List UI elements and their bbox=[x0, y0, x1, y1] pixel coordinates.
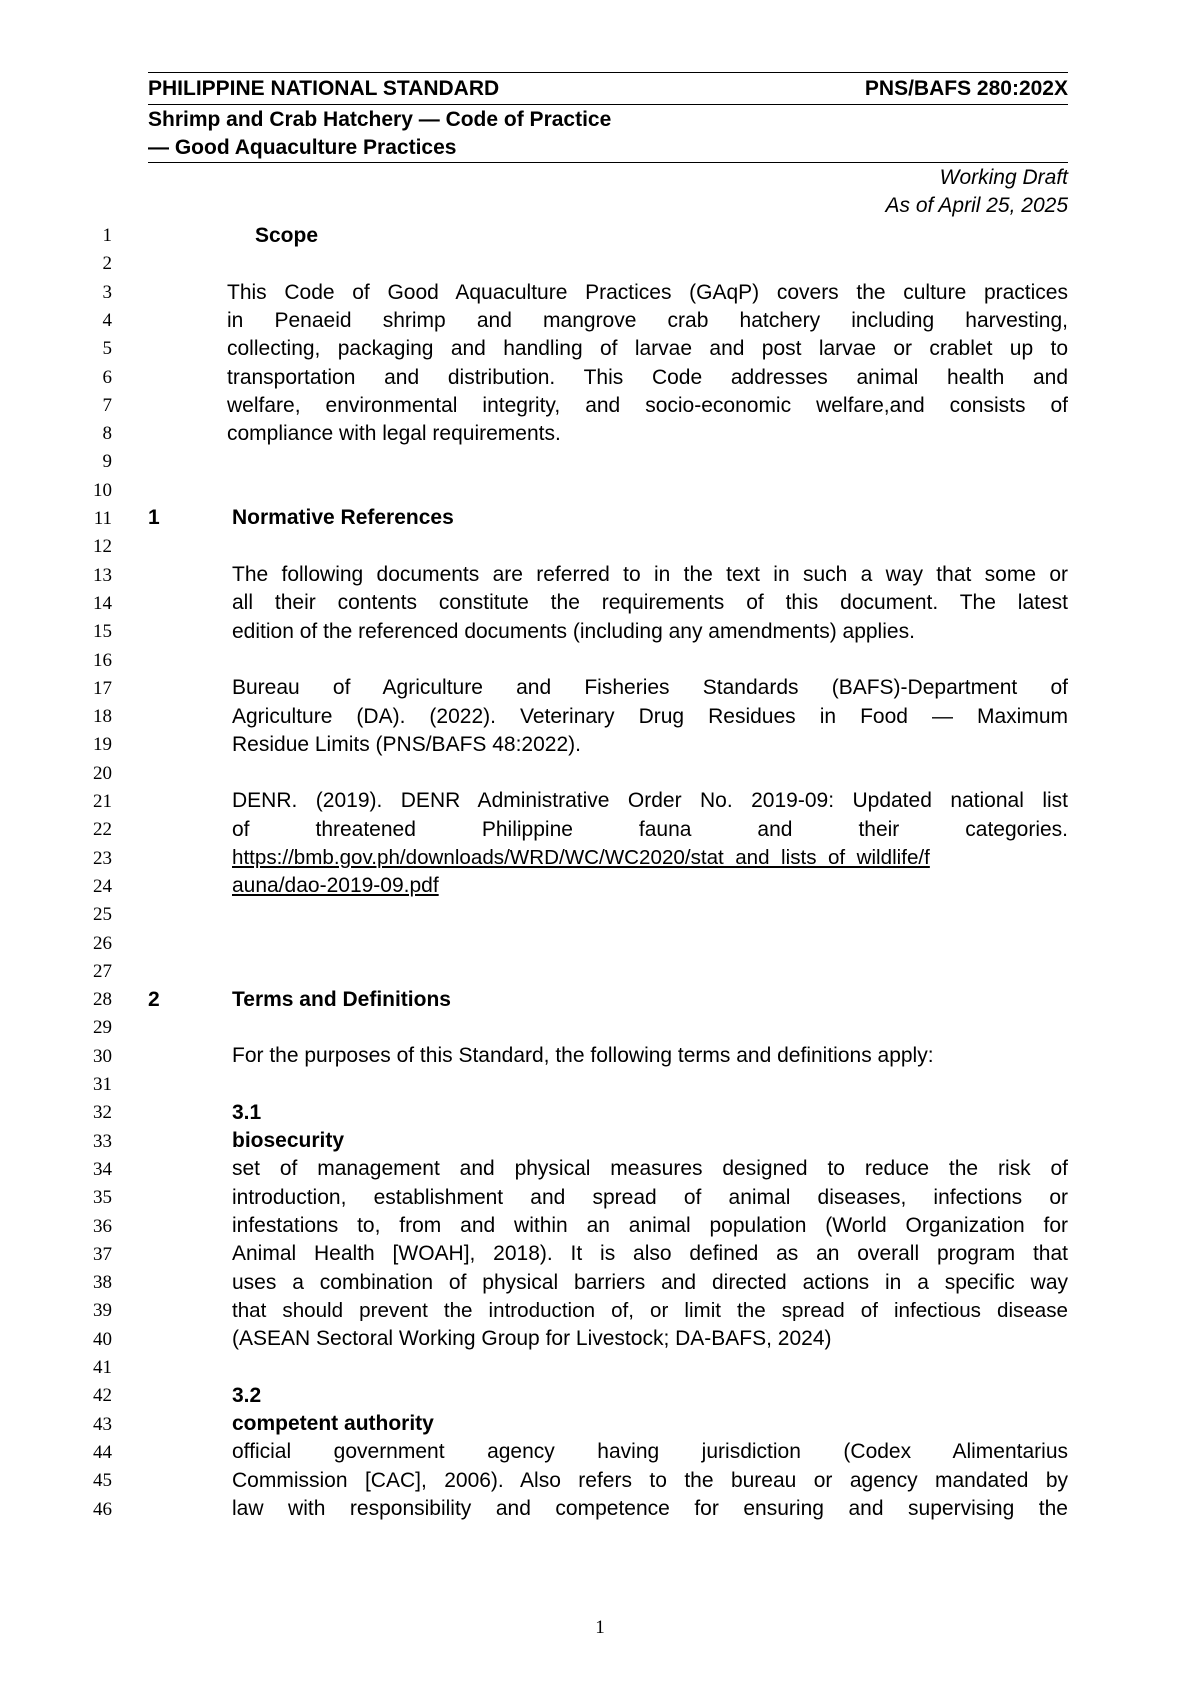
header-bottom-rule bbox=[148, 162, 1068, 163]
reference-1-line: Residue Limits (PNS/BAFS 48:2022). bbox=[232, 732, 581, 756]
line-number: 45 bbox=[93, 1470, 112, 1492]
line-number: 23 bbox=[93, 847, 112, 869]
section-1-intro-line: The following documents are referred to in the text in such a way that some or bbox=[232, 563, 1068, 586]
line-number: 6 bbox=[102, 366, 112, 388]
draft-status: Working Draft bbox=[939, 166, 1068, 189]
line-number: 18 bbox=[93, 706, 112, 728]
line-number: 40 bbox=[93, 1328, 112, 1350]
line-number: 44 bbox=[93, 1441, 112, 1463]
line-number: 12 bbox=[93, 536, 112, 558]
term-1-definition-line: infestations to, from and within an animal population (World Organization for bbox=[232, 1213, 1068, 1237]
scope-line: welfare, environmental integrity, and socio-economic welfare,and consists of bbox=[227, 393, 1068, 417]
line-number: 35 bbox=[93, 1187, 112, 1209]
line-number: 15 bbox=[93, 621, 112, 643]
line-number: 27 bbox=[93, 960, 112, 982]
line-number: 21 bbox=[93, 791, 112, 812]
section-2-intro: For the purposes of this Standard, the following terms and definitions apply: bbox=[232, 1044, 934, 1067]
scope-heading: Scope bbox=[255, 224, 319, 247]
line-number: 46 bbox=[93, 1498, 112, 1520]
line-number: 43 bbox=[93, 1413, 112, 1435]
reference-2-line: DENR. (2019). DENR Administrative Order No. 2019-09: Updated national list bbox=[232, 789, 1068, 813]
line-number: 7 bbox=[102, 394, 112, 416]
section-2-number: 2 bbox=[148, 987, 160, 1011]
term-2-definition-line: Commission [CAC], 2006). Also refers to the bureau or agency mandated by bbox=[232, 1468, 1068, 1492]
line-number: 29 bbox=[93, 1017, 112, 1039]
standard-code: PNS/BAFS 280:202X bbox=[864, 77, 1068, 100]
line-number: 2 bbox=[102, 253, 112, 275]
term-1-definition-line: Animal Health [WOAH], 2018). It is also defined as an overall program that bbox=[232, 1242, 1068, 1266]
line-number: 3 bbox=[102, 281, 112, 303]
draft-date: As of April 25, 2025 bbox=[885, 194, 1068, 217]
line-number: 41 bbox=[93, 1357, 112, 1378]
term-1-name: biosecurity bbox=[232, 1129, 345, 1152]
section-2-heading: Terms and Definitions bbox=[232, 987, 451, 1011]
line-number: 5 bbox=[102, 338, 112, 360]
line-number: 24 bbox=[93, 875, 112, 897]
header-top-rule bbox=[148, 72, 1068, 73]
section-1-heading: Normative References bbox=[232, 506, 454, 529]
term-1-definition-line: introduction, establishment and spread of animal diseases, infections or bbox=[232, 1185, 1068, 1209]
scope-line: collecting, packaging and handling of larvae and post larvae or crablet up to bbox=[227, 337, 1068, 361]
line-number: 37 bbox=[93, 1243, 112, 1265]
line-number: 31 bbox=[93, 1074, 112, 1095]
line-number: 20 bbox=[93, 762, 112, 784]
section-1-intro-line: all their contents constitute the requirements of this document. The latest bbox=[232, 591, 1068, 615]
line-number: 30 bbox=[93, 1045, 112, 1067]
line-number: 10 bbox=[93, 479, 112, 501]
scope-line: compliance with legal requirements. bbox=[227, 422, 561, 446]
header-mid-rule bbox=[148, 104, 1068, 105]
line-number: 17 bbox=[93, 677, 112, 699]
line-number: 32 bbox=[93, 1102, 112, 1124]
standard-title: PHILIPPINE NATIONAL STANDARD bbox=[148, 77, 500, 100]
line-number: 1 bbox=[102, 225, 112, 246]
section-1-intro-line: edition of the referenced documents (including any amendments) applies. bbox=[232, 619, 915, 643]
line-number: 14 bbox=[93, 592, 112, 614]
term-2-definition-line: law with responsibility and competence for ensuring and supervising the bbox=[232, 1496, 1068, 1520]
line-number: 4 bbox=[102, 309, 112, 331]
term-2-number: 3.2 bbox=[232, 1383, 262, 1407]
line-number: 8 bbox=[102, 423, 112, 445]
scope-line: in Penaeid shrimp and mangrove crab hatchery including harvesting, bbox=[227, 308, 1068, 332]
line-number: 26 bbox=[93, 932, 112, 954]
term-1-number: 3.1 bbox=[232, 1100, 262, 1124]
term-1-definition-line: set of management and physical measures designed to reduce the risk of bbox=[232, 1157, 1068, 1181]
reference-2-link[interactable]: https://bmb.gov.ph/downloads/WRD/WC/WC2020/stat_and_lists_of_wildlife/f bbox=[232, 846, 930, 869]
term-2-definition-line: official government agency having jurisdiction (Codex Alimentarius bbox=[232, 1440, 1068, 1464]
scope-line: transportation and distribution. This Code addresses animal health and bbox=[227, 365, 1068, 389]
line-number: 25 bbox=[93, 904, 112, 926]
page-number: 1 bbox=[595, 1617, 605, 1638]
line-number: 9 bbox=[102, 451, 112, 473]
term-1-definition-line: (ASEAN Sectoral Working Group for Livestock; DA-BAFS, 2024) bbox=[232, 1327, 832, 1351]
reference-2-line: of threatened Philippine fauna and their categories. bbox=[232, 817, 1068, 841]
reference-1-line: Bureau of Agriculture and Fisheries Standards (BAFS)-Department of bbox=[232, 676, 1068, 700]
line-number: 34 bbox=[93, 1158, 112, 1180]
reference-2-link[interactable]: auna/dao-2019-09.pdf bbox=[232, 874, 439, 898]
line-number: 38 bbox=[93, 1272, 112, 1294]
line-number: 22 bbox=[93, 819, 112, 841]
line-number: 33 bbox=[93, 1130, 112, 1152]
scope-line: This Code of Good Aquaculture Practices (GAqP) covers the culture practices bbox=[227, 280, 1068, 304]
line-number: 16 bbox=[93, 649, 112, 671]
line-number: 13 bbox=[93, 564, 112, 586]
line-number: 28 bbox=[93, 989, 112, 1011]
line-number: 11 bbox=[93, 508, 112, 529]
section-1-number: 1 bbox=[148, 506, 160, 529]
term-2-name: competent authority bbox=[232, 1412, 434, 1435]
line-number: 42 bbox=[93, 1385, 112, 1407]
line-number: 36 bbox=[93, 1215, 112, 1237]
term-1-definition-line: that should prevent the introduction of, or limit the spread of infectious disease bbox=[232, 1298, 1068, 1322]
line-number: 39 bbox=[93, 1300, 112, 1322]
line-number: 19 bbox=[93, 734, 112, 756]
document-subtitle-line1: Shrimp and Crab Hatchery — Code of Practice bbox=[148, 108, 612, 131]
term-1-definition-line: uses a combination of physical barriers and directed actions in a specific way bbox=[232, 1270, 1068, 1294]
reference-1-line: Agriculture (DA). (2022). Veterinary Drug Residues in Food — Maximum bbox=[232, 704, 1068, 728]
document-subtitle-line2: — Good Aquaculture Practices bbox=[148, 136, 457, 159]
